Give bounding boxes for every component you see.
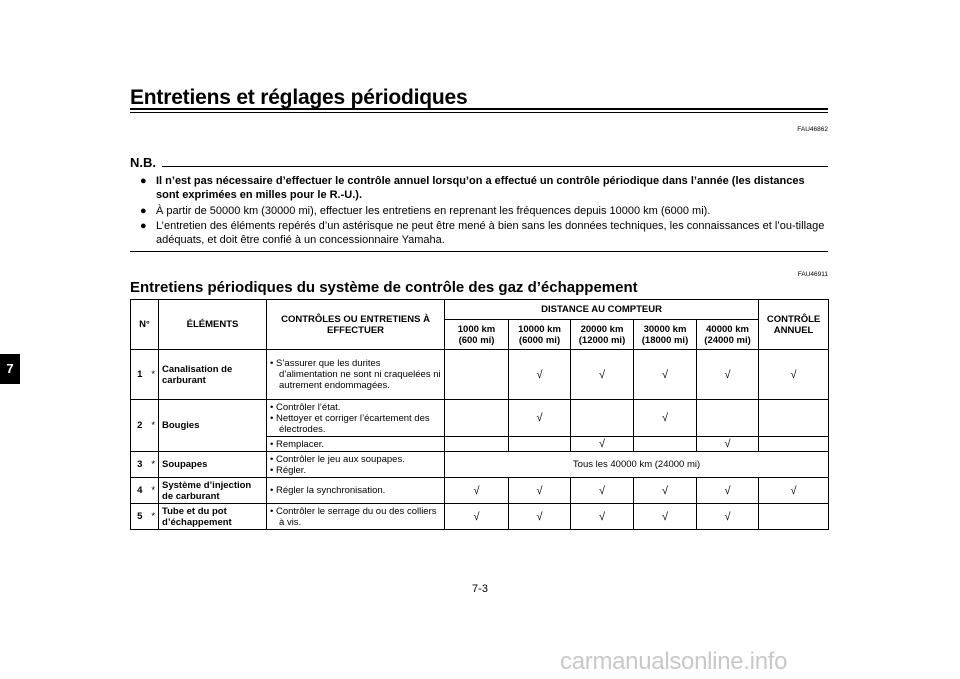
control-item: • Contrôler le jeu aux soupapes. — [270, 453, 405, 465]
note-text: L’entretien des éléments repérés d’un astérisque ne peut être mené à bien sans les données techniques, les connaissances et l’ou-tillage adéquats, et doit être confié à un concessionnaire Yamaha. — [156, 220, 825, 246]
check-mark: √ — [509, 504, 571, 530]
control-item: • S’assurer que les durites d’alimentation ne sont ni craquelées ni autrement endommagées. — [270, 358, 441, 391]
watermark: carmanualsonline.info — [560, 648, 788, 675]
table-row — [131, 452, 829, 478]
check-mark: √ — [697, 437, 759, 452]
row-controls — [267, 478, 445, 504]
table-row — [131, 478, 829, 504]
bullet-icon: ● — [140, 175, 147, 187]
check-mark: √ — [571, 350, 634, 400]
check-mark: √ — [509, 350, 571, 400]
note-item — [140, 219, 828, 247]
check-cell — [445, 350, 509, 400]
title-rule-thick — [130, 108, 828, 110]
title-rule-thin — [130, 112, 828, 113]
row-number: 5 — [131, 504, 149, 530]
asterisk-marker: * — [149, 504, 159, 530]
header-1000km: 1000 km (600 mi) — [445, 320, 509, 350]
row-element: Tube et du pot d’échappement — [159, 504, 267, 530]
control-item: • Régler la synchronisation. — [270, 485, 386, 496]
reference-code: FAU46911 — [797, 271, 828, 278]
table-row — [131, 350, 829, 400]
check-mark: √ — [634, 504, 697, 530]
row-number: 3 — [131, 452, 149, 478]
asterisk-marker: * — [149, 350, 159, 400]
check-mark: √ — [445, 478, 509, 504]
control-item: • Nettoyer et corriger l’écartement des électrodes. — [270, 412, 430, 435]
header-elements: ÉLÉMENTS — [159, 300, 267, 350]
interval-text: Tous les 40000 km (24000 mi) — [445, 452, 829, 478]
note-item — [140, 204, 828, 218]
check-cell — [634, 437, 697, 452]
check-mark: √ — [509, 478, 571, 504]
check-mark: √ — [697, 478, 759, 504]
row-number: 1 — [131, 350, 149, 400]
row-element: Soupapes — [159, 452, 267, 478]
row-element: Bougies — [159, 400, 267, 452]
row-number: 4 — [131, 478, 149, 504]
chapter-tab: 7 — [0, 354, 20, 384]
control-item: • Contrôler le serrage du ou des colliers à vis. — [270, 505, 437, 528]
table-row — [131, 400, 829, 437]
check-mark: √ — [571, 478, 634, 504]
asterisk-marker: * — [149, 400, 159, 452]
maintenance-table — [130, 299, 829, 530]
note-item — [140, 174, 828, 202]
header-controls: CONTRÔLES OU ENTRETIENS À EFFECTUER — [267, 300, 445, 350]
check-mark: √ — [571, 504, 634, 530]
check-mark: √ — [697, 504, 759, 530]
check-mark: √ — [509, 400, 571, 437]
header-annual: CONTRÔLE ANNUEL — [759, 300, 829, 350]
check-mark: √ — [759, 350, 829, 400]
table-row — [131, 504, 829, 530]
row-controls — [267, 350, 445, 400]
note-label: N.B. — [130, 155, 156, 170]
check-cell — [445, 437, 509, 452]
page-number: 7-3 — [472, 583, 488, 595]
bullet-icon: ● — [140, 205, 147, 217]
check-mark: √ — [634, 350, 697, 400]
check-cell — [759, 437, 829, 452]
check-mark: √ — [759, 478, 829, 504]
asterisk-marker: * — [149, 478, 159, 504]
check-mark: √ — [634, 400, 697, 437]
header-20000km: 20000 km (12000 mi) — [571, 320, 634, 350]
check-cell — [509, 437, 571, 452]
check-mark: √ — [571, 437, 634, 452]
check-cell — [445, 400, 509, 437]
row-controls — [267, 437, 445, 452]
bullet-icon: ● — [140, 220, 147, 232]
note-text: Il n’est pas nécessaire d’effectuer le contrôle annuel lorsqu’on a effectué un contrôle périodique dans l’année (les distances sont exprimées en milles pour le R.-U.). — [156, 175, 805, 201]
page-title: Entretiens et réglages périodiques — [130, 86, 468, 109]
header-40000km: 40000 km (24000 mi) — [697, 320, 759, 350]
note-text: À partir de 50000 km (30000 mi), effectuer les entretiens en reprenant les fréquences depuis 10000 km (6000 mi). — [156, 205, 711, 217]
check-cell — [697, 400, 759, 437]
note-bottom-rule — [130, 251, 828, 252]
check-mark: √ — [634, 478, 697, 504]
header-30000km: 30000 km (18000 mi) — [634, 320, 697, 350]
row-controls — [267, 400, 445, 437]
row-number: 2 — [131, 400, 149, 452]
check-mark: √ — [445, 504, 509, 530]
check-cell — [759, 504, 829, 530]
note-rule — [162, 166, 828, 167]
row-element: Système d’injection de carburant — [159, 478, 267, 504]
check-cell — [571, 400, 634, 437]
header-10000km: 10000 km (6000 mi) — [509, 320, 571, 350]
control-item: • Régler. — [270, 464, 307, 476]
row-controls — [267, 452, 445, 478]
header-distance: DISTANCE AU COMPTEUR — [445, 300, 759, 320]
row-controls — [267, 504, 445, 530]
section-title: Entretiens périodiques du système de contrôle des gaz d’échappement — [130, 279, 638, 296]
header-num: N° — [131, 300, 159, 350]
asterisk-marker: * — [149, 452, 159, 478]
reference-code: FAU46862 — [797, 126, 828, 133]
control-item: • Contrôler l’état. — [270, 401, 341, 413]
row-element: Canalisation de carburant — [159, 350, 267, 400]
check-mark: √ — [697, 350, 759, 400]
check-cell — [759, 400, 829, 437]
control-item: • Remplacer. — [270, 438, 325, 450]
